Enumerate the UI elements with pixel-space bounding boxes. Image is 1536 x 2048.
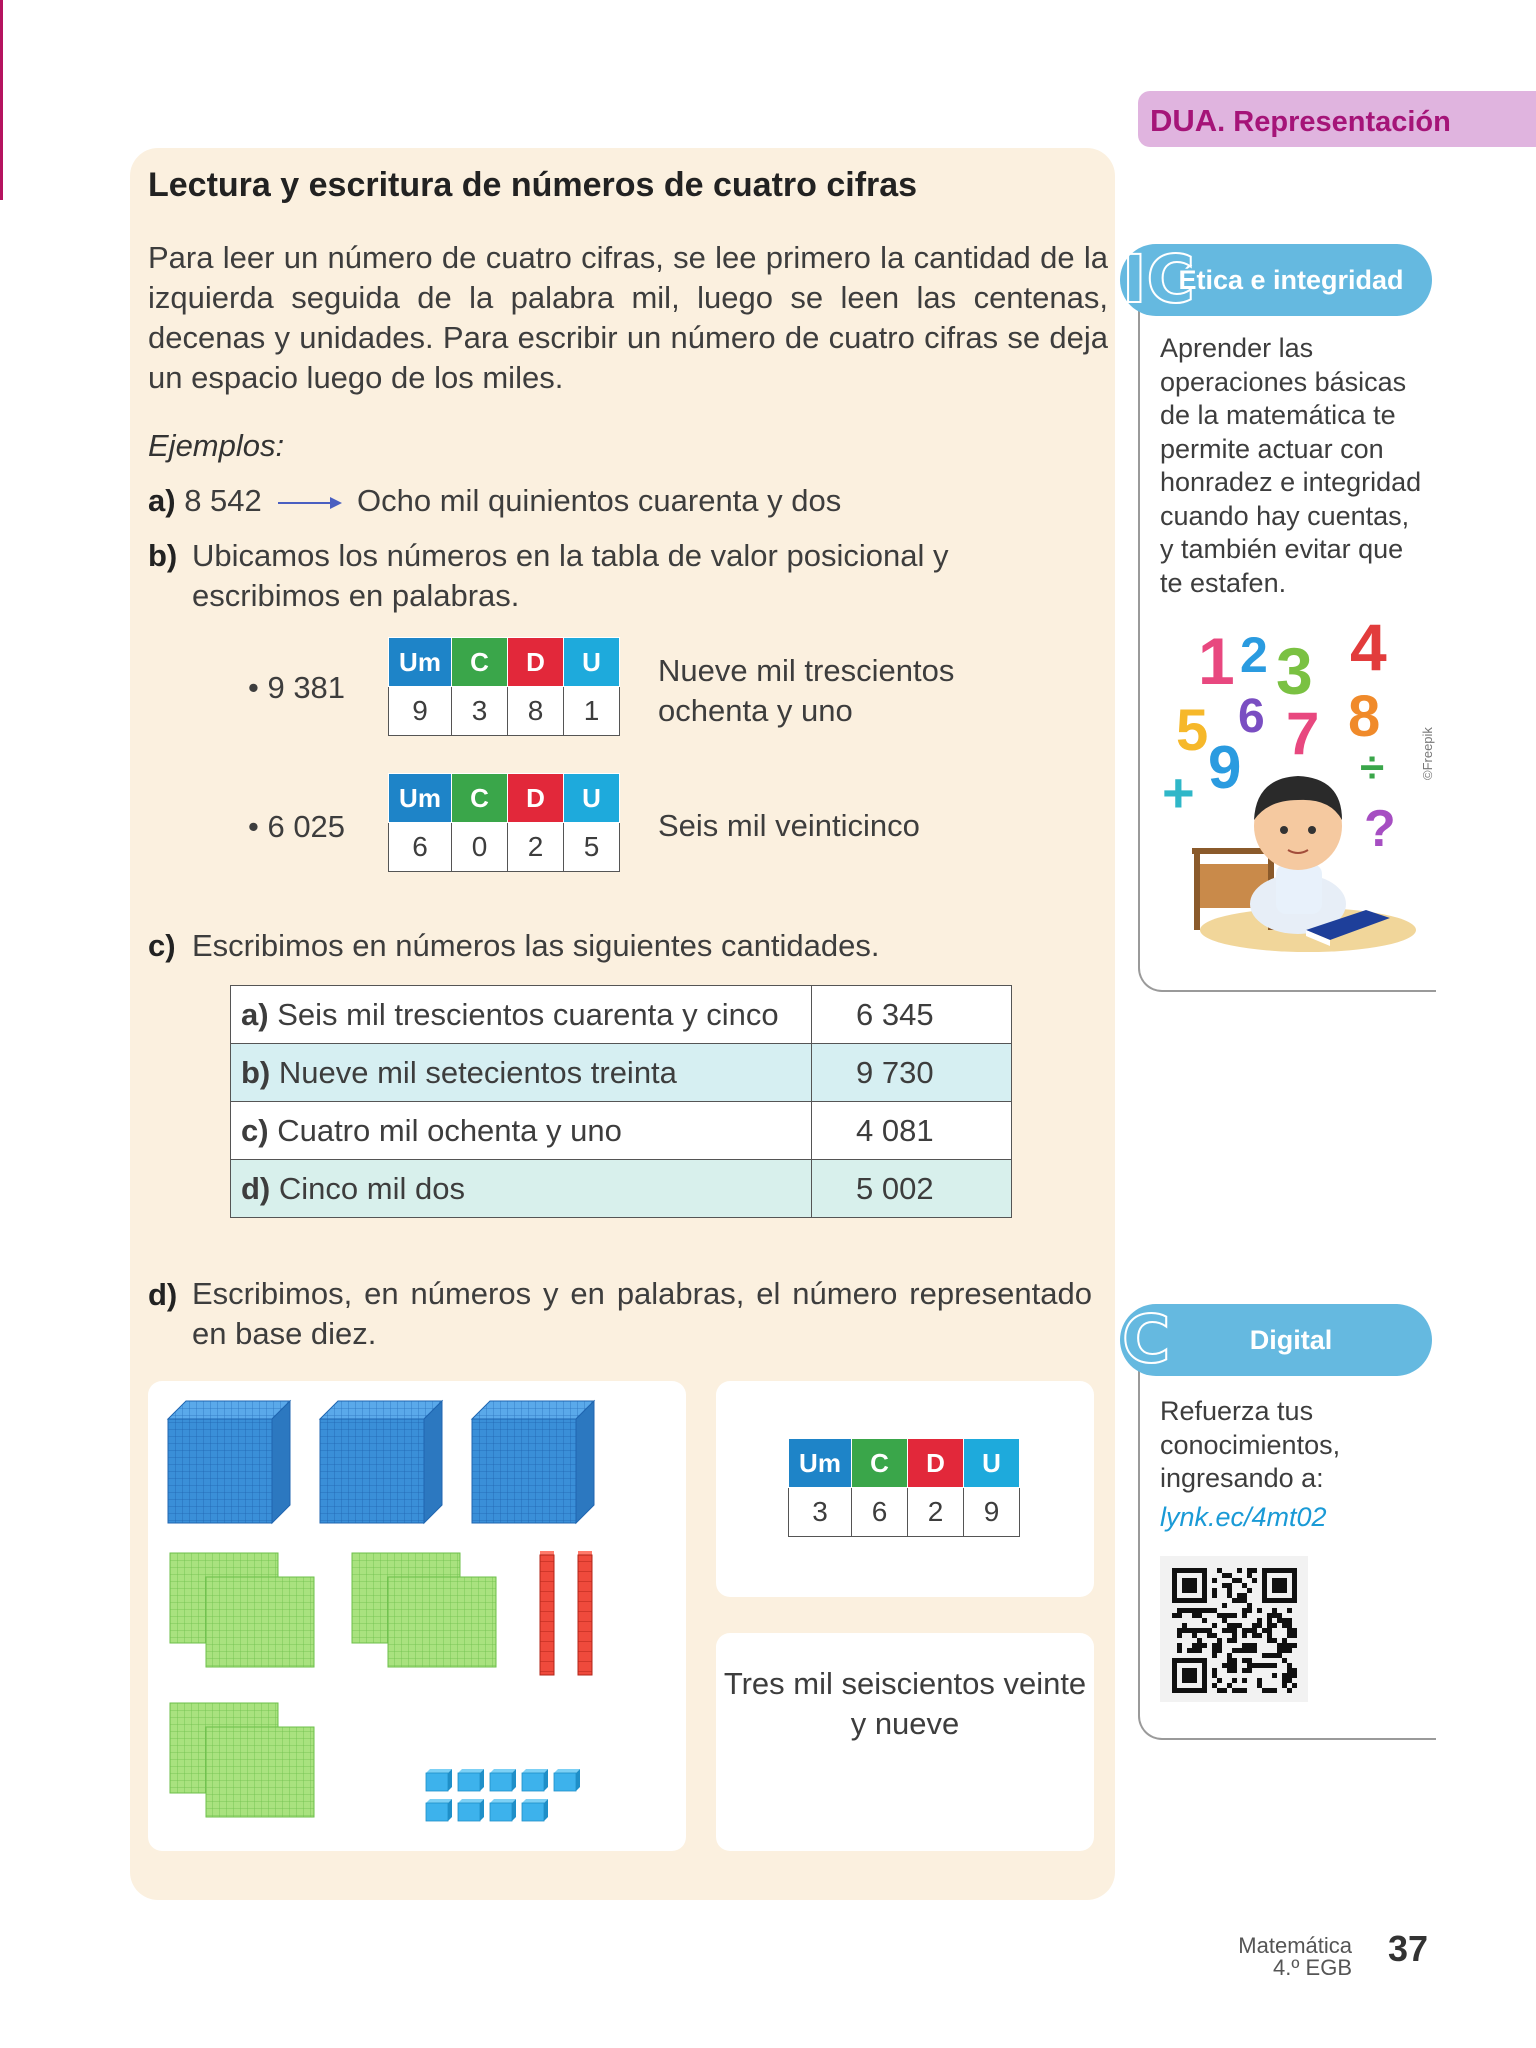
math-boy-illustration	[1158, 612, 1422, 958]
quantity-words: c) Cuatro mil ochenta y uno	[231, 1102, 812, 1160]
example-a-number: 8 542	[184, 483, 262, 518]
digit-2: 2	[1240, 627, 1268, 683]
dua-tab	[1138, 91, 1536, 147]
header-d: D	[508, 638, 564, 687]
ethics-header	[1120, 241, 1432, 318]
quantity-value: 4 081	[812, 1102, 1012, 1160]
example-a	[148, 483, 841, 519]
digit-9: 9	[1208, 734, 1242, 801]
digit-8: 8	[1348, 684, 1381, 749]
ethics-title: Ética e integridad	[1178, 265, 1404, 295]
header-um: Um	[389, 774, 452, 823]
digit-1: 1	[1198, 624, 1235, 698]
thousand-cube	[168, 1401, 290, 1523]
example-d-label: d)	[148, 1277, 178, 1312]
example-c-text: Escribimos en números las siguientes cantidades.	[192, 928, 880, 963]
digit-cell: 5	[564, 823, 620, 872]
quantity-words: d) Cinco mil dos	[231, 1160, 812, 1218]
header-u: U	[964, 1439, 1020, 1488]
thousand-cube	[320, 1401, 442, 1523]
quantity-value: 6 345	[812, 986, 1012, 1044]
page-number: 37	[1388, 1928, 1429, 1969]
header-um: Um	[789, 1439, 852, 1488]
ethics-text: Aprender las operaciones básicas de la matemática te permite actuar con honradez e integridad cuando hay cuentas, y también evitar que te estafen.	[1160, 333, 1422, 598]
qr-code-icon[interactable]	[1160, 1556, 1308, 1702]
base-ten-blocks	[148, 1381, 686, 1851]
digit-cell: 2	[908, 1488, 964, 1537]
dua-title: DUA. Representación	[1150, 103, 1451, 138]
digital-text: Refuerza tus conocimientos, ingresando a:	[1160, 1396, 1341, 1493]
digit-cell: 9	[389, 687, 452, 736]
digit-4: 4	[1350, 612, 1387, 684]
question-icon: ?	[1364, 800, 1396, 858]
header-um: Um	[389, 638, 452, 687]
digit-cell: 2	[508, 823, 564, 872]
header-d: D	[908, 1439, 964, 1488]
example-b-words-2: Seis mil veinticinco	[658, 808, 920, 843]
digit-cell: 6	[852, 1488, 908, 1537]
example-b-number-1: • 9 381	[248, 670, 346, 705]
header-c: C	[452, 638, 508, 687]
place-value-table-3	[788, 1438, 1020, 1537]
digit-6: 6	[1238, 690, 1265, 743]
table-row	[231, 1102, 1012, 1160]
example-d-words: Tres mil seiscientos veinte y nueve	[723, 1666, 1087, 1741]
example-b-words-1: Nueve mil trescientos ochenta y uno	[658, 653, 955, 728]
header-u: U	[564, 774, 620, 823]
example-d-text: Escribimos, en números y en palabras, el número representado en base diez.	[192, 1276, 1092, 1351]
digit-5: 5	[1176, 698, 1209, 763]
digit-cell: 1	[564, 687, 620, 736]
header-d: D	[508, 774, 564, 823]
quantity-words: a) Seis mil trescientos cuarenta y cinco	[231, 986, 812, 1044]
digit-cell: 8	[508, 687, 564, 736]
digit-3: 3	[1276, 634, 1313, 708]
place-value-table-1	[388, 637, 620, 736]
footer-subject: Matemática 4.º EGB	[1238, 1933, 1352, 1980]
table-row	[231, 986, 1012, 1044]
example-a-words: Ocho mil quinientos cuarenta y dos	[357, 483, 842, 518]
c-icon: C	[1122, 1301, 1171, 1378]
lesson-intro: Para leer un número de cuatro cifras, se lee primero la cantidad de la izquierda seguida de la palabra mil, luego se leen las centenas, decenas y unidades. Para escribir un número de cuatro cifras se deja un espacio luego de los miles.	[148, 240, 1108, 395]
unit-cubes	[426, 1769, 580, 1821]
example-b-number-2: • 6 025	[248, 809, 346, 844]
digit-cell: 3	[789, 1488, 852, 1537]
plus-icon: +	[1162, 761, 1195, 824]
digit-cell: 0	[452, 823, 508, 872]
thousand-cube	[472, 1401, 594, 1523]
edge-mark	[0, 0, 3, 200]
digital-title: Digital	[1249, 1325, 1333, 1355]
header-c: C	[452, 774, 508, 823]
ic-icon: IC	[1122, 241, 1195, 318]
example-b-label: b)	[148, 538, 178, 573]
quantity-value: 5 002	[812, 1160, 1012, 1218]
table-row	[231, 1044, 1012, 1102]
example-b-text: Ubicamos los números en la tabla de valor posicional y escribimos en palabras.	[192, 538, 949, 613]
table-row	[231, 1160, 1012, 1218]
digital-header	[1120, 1301, 1432, 1378]
base-ten-blocks-box	[148, 1381, 686, 1851]
header-u: U	[564, 638, 620, 687]
digit-cell: 3	[452, 687, 508, 736]
lesson-title: Lectura y escritura de números de cuatro cifras	[148, 166, 918, 204]
ten-rod	[578, 1551, 592, 1675]
arrow-right-icon	[276, 493, 342, 513]
image-credit: ©Freepik	[1420, 727, 1435, 780]
place-value-table-2	[388, 773, 620, 872]
quantity-value: 9 730	[812, 1044, 1012, 1102]
hundred-flats	[170, 1703, 314, 1817]
quantities-table	[230, 985, 1012, 1218]
example-c-label: c)	[148, 928, 176, 963]
quantity-words: b) Nueve mil setecientos treinta	[231, 1044, 812, 1102]
ten-rod	[540, 1551, 554, 1675]
boy-figure	[1250, 776, 1346, 934]
digital-link[interactable]: lynk.ec/4mt02	[1160, 1502, 1327, 1532]
digit-cell: 9	[964, 1488, 1020, 1537]
examples-heading: Ejemplos:	[148, 428, 285, 463]
hundred-flats	[352, 1553, 496, 1667]
digit-7: 7	[1286, 700, 1320, 767]
digit-cell: 6	[389, 823, 452, 872]
hundred-flats	[170, 1553, 314, 1667]
divide-icon: ÷	[1360, 743, 1385, 792]
example-a-label: a)	[148, 483, 176, 518]
header-c: C	[852, 1439, 908, 1488]
